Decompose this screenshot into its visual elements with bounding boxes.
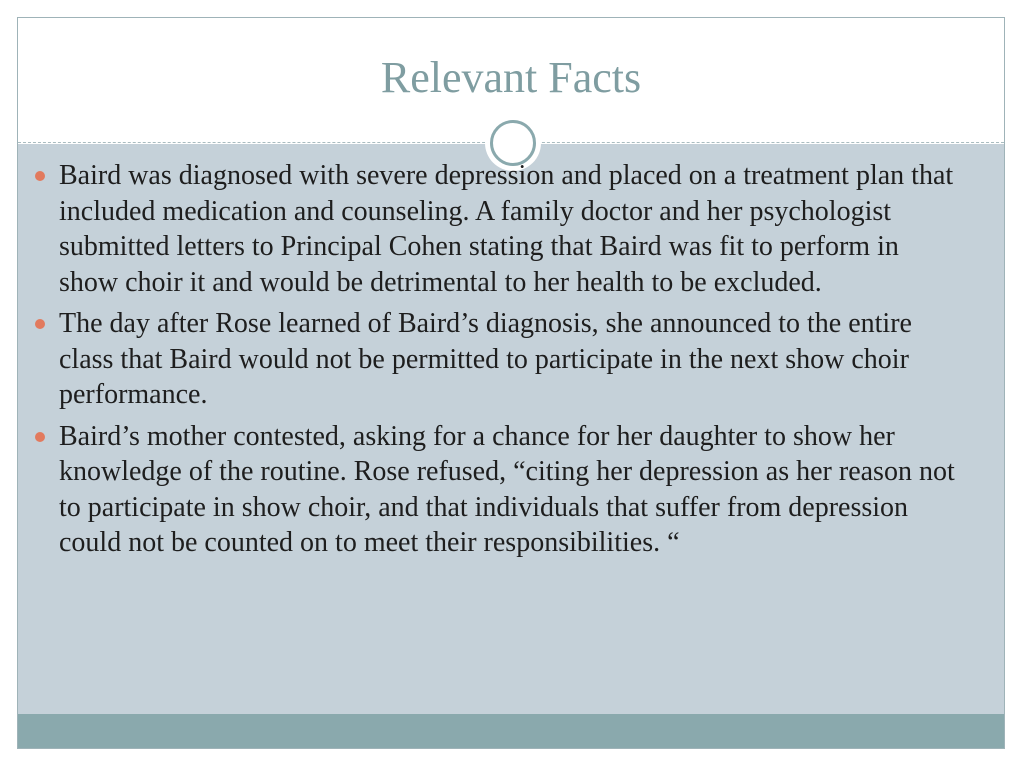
bullet-list (33, 158, 963, 567)
bullet-item (33, 158, 963, 300)
bullet-item (33, 419, 963, 561)
bullet-text: The day after Rose learned of Baird’s diagnosis, she announced to the entire class that Baird would not be permitted to participate in the next show choir performance. (59, 308, 912, 410)
slide-title: Relevant Facts (380, 53, 642, 102)
bullet-dot-icon (35, 171, 45, 181)
footer-band (18, 714, 1004, 748)
bullet-text: Baird was diagnosed with severe depression and placed on a treatment plan that included medication and counseling. A family doctor and her psychologist submitted letters to Principal Cohen stating that Baird was fit to perform in show choir it and would be detrimental to her health to be excluded. (59, 160, 954, 298)
bullet-dot-icon (35, 432, 45, 442)
bullet-text: Baird’s mother contested, asking for a chance for her daughter to show her knowledge of the routine. Rose refused, “citing her depression as her reason not to participate in show choir, and that individuals that suffer from depression could not be counted on to meet their responsibilities. “ (59, 420, 955, 558)
bullet-item (33, 306, 963, 413)
bullet-dot-icon (35, 319, 45, 329)
